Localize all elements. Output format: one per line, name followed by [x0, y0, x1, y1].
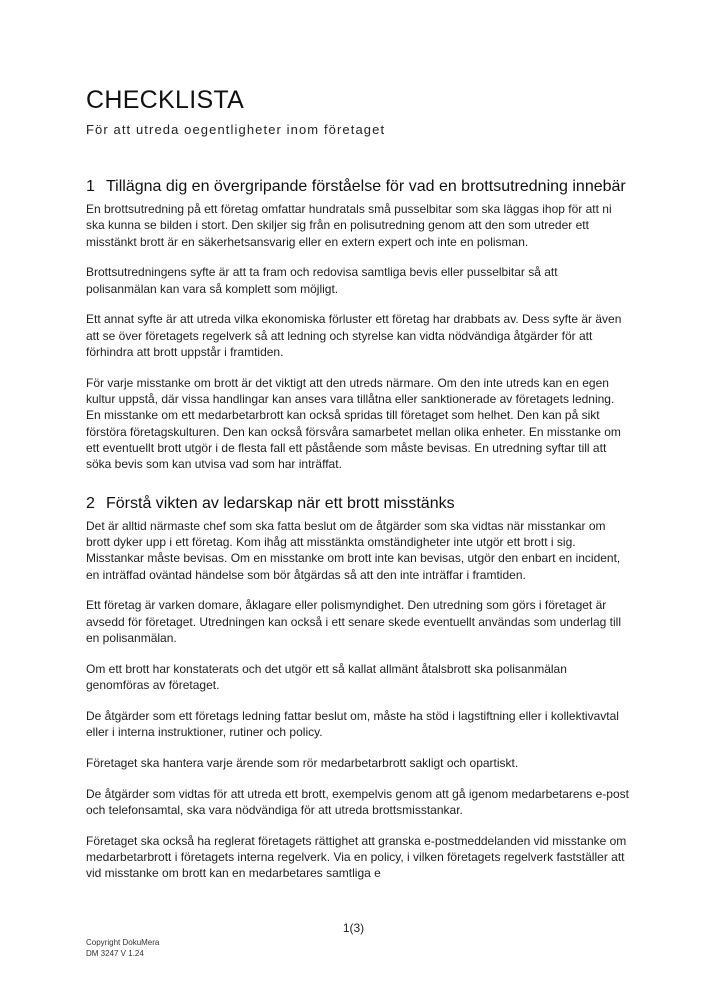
paragraph: För varje misstanke om brott är det viktigt att den utreds närmare. Om den inte utreds kan en egen kultur uppstå, där vissa handlingar kan anses vara tillåtna eller sanktionerade av företagets ledning. En misstanke om ett medarbetarbrott kan också spridas till företaget som helhet. Den kan på sikt förstöra företagskulturen. Den kan också försvåra samarbetet mellan olika enheter. En misstanke om ett eventuellt brott utgör i de flesta fall ett påstående som måste bevisas. En utredning syftar till att söka bevis som kan utvisa vad som har inträffat. [86, 375, 621, 472]
section-heading [86, 495, 631, 513]
paragraph: Brottsutredningens syfte är att ta fram och redovisa samtliga bevis eller pusselbitar så att polisanmälan kan vara så komplett som möjligt. [86, 265, 558, 296]
paragraph: En brottsutredning på ett företag omfattar hundratals små pusselbitar som ska läggas ihop för att ni ska kunna se bilden i stort. Den skiljer sig från en polisutredning genom att den som utreder ett misstänkt brott är en säkerhetsansvarig eller en extern expert och inte en polisman. [86, 202, 612, 249]
section-number: 1 [86, 178, 95, 195]
page-number: 1(3) [342, 921, 365, 935]
paragraph: Företaget ska också ha reglerat företagets rättighet att granska e-postmeddelanden vid misstanke om medarbetarbrott i företagets interna regelverk. Via en policy, i vilken företagets regelverk fastställer att vid misstanke om brott kan en medarbetares samtliga e [86, 833, 627, 881]
paragraph: Om ett brott har konstaterats och det utgör ett så kallat allmänt åtalsbrott ska polisanmälan genomföras av företaget. [86, 661, 567, 693]
document-subtitle: För att utreda oegentligheter inom företaget [86, 122, 386, 137]
section-number: 2 [86, 494, 95, 512]
page-footer [86, 937, 159, 959]
copyright-notice: Copyright DokuMera [86, 938, 160, 947]
section-title: Tillägna dig en övergripande förståelse för vad en brottsutredning innebär [106, 178, 626, 195]
section-2 [86, 495, 631, 882]
paragraph: De åtgärder som ett företags ledning fattar beslut om, måste ha stöd i lagstiftning eller i kollektivavtal eller i interna instruktioner, rutiner och policy. [86, 708, 619, 740]
paragraph: Företaget ska hantera varje ärende som rör medarbetarbrott sakligt och opartiskt. [86, 755, 519, 770]
document-title: CHECKLISTA [86, 86, 245, 114]
section-title: Förstå vikten av ledarskap när ett brott misstänks [106, 494, 455, 512]
paragraph: Ett annat syfte är att utreda vilka ekonomiska förluster ett företag har drabbats av. Dess syfte är även att se över företagets regelverk så att ledning och styrelse kan vidta nödvändiga åtgärder för att förhindra att brott uppstår i framtiden. [86, 312, 622, 360]
paragraph: Det är alltid närmaste chef som ska fatta beslut om de åtgärder som ska vidtas när misstankar om brott dyker upp i ett företag. Kom ihåg att misstänkta omständigheter inte utgör ett brott i sig. Misstankar måste bevisas. Om en misstanke om brott inte kan bevisas, utgör den enbart en incident, en inträffad oväntad händelse som bör åtgärdas så att den inte inträffar i framtiden. [86, 518, 621, 582]
section-heading [86, 178, 631, 196]
paragraph: De åtgärder som vidtas för att utreda ett brott, exempelvis genom att gå igenom medarbetarens e-post och telefonsamtal, ska vara nödvändiga för att utreda brottsmisstankar. [86, 786, 629, 818]
document-body [86, 178, 631, 896]
paragraph: Ett företag är varken domare, åklagare eller polismyndighet. Den utredning som görs i företaget är avsedd för företaget. Utredningen kan också i ett senare skede eventuellt användas som underlag till en polisanmälan. [86, 598, 621, 645]
section-1 [86, 178, 631, 473]
document-version: DM 3247 V 1.24 [86, 949, 144, 958]
